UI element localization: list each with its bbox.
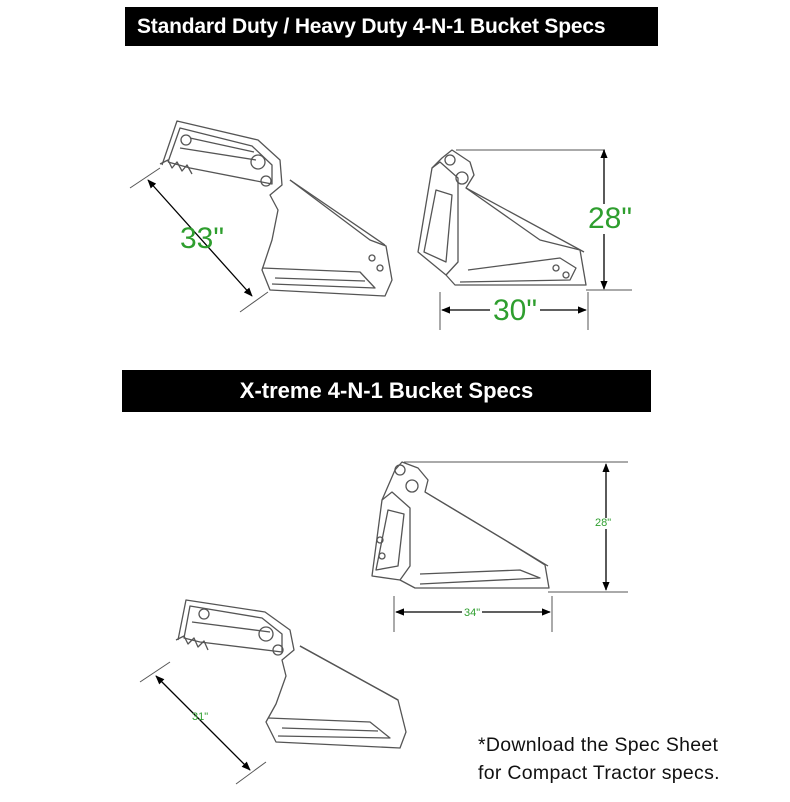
standard-open-bucket-drawing [130,121,392,312]
standard-depth-label: 30" [490,296,540,326]
xtreme-open-bucket-drawing [140,600,406,784]
standard-height-label: 28" [588,202,633,235]
note-line-1: *Download the Spec Sheet [478,734,719,756]
note-line-2: for Compact Tractor specs. [478,762,720,784]
xtreme-height-label: 28" [595,517,612,529]
xtreme-title: X-treme 4-N-1 Bucket Specs [239,378,534,403]
spec-sheet-note [478,731,720,787]
xtreme-depth-label: 34" [464,607,481,619]
xtreme-closed-bucket-drawing [372,462,628,632]
standard-open-length-label: 33" [180,222,225,255]
xtreme-open-length-label: 31" [192,711,209,723]
standard-heavy-duty-title: Standard Duty / Heavy Duty 4-N-1 Bucket Specs [137,14,606,38]
